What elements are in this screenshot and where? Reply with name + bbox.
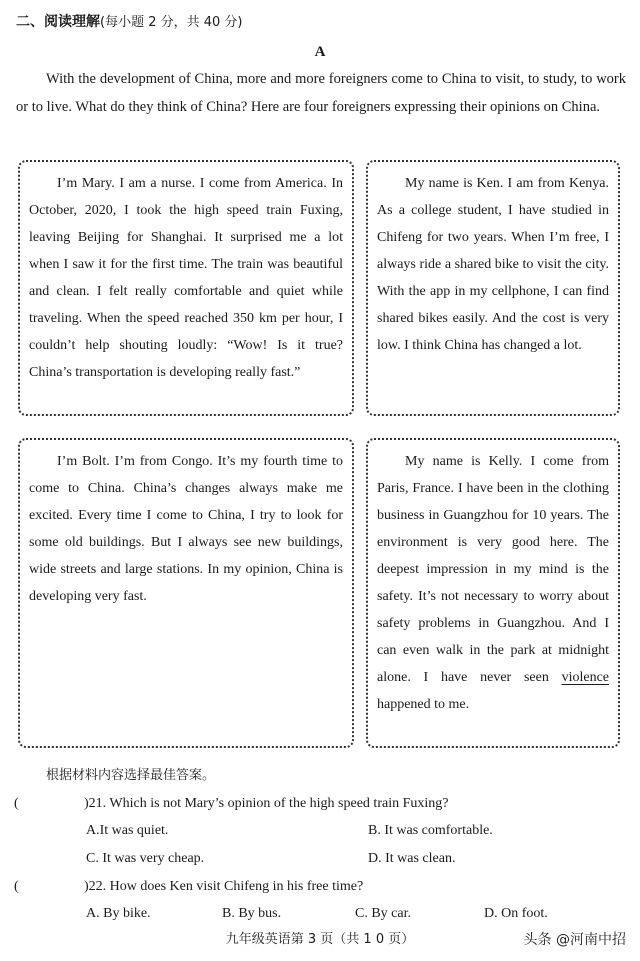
opinion-box-kelly <box>366 438 620 748</box>
question-21-text: )21. Which is not Mary’s opinion of the high speed train Fuxing? <box>84 796 449 811</box>
instruction: 根据材料内容选择最佳答案。 <box>46 768 216 783</box>
opinion-text-mary: I’m Mary. I am a nurse. I come from America. In October, 2020, I took the high speed train Fuxing, leaving Beijing for Shanghai. It surprised me a lot when I saw it for the first time. The train was beautiful and clean. I felt really comfortable and quiet while traveling. When the speed reached 350 km per hour, I couldn’t help shouting loudly: “Wow! Is it true? China’s transportation is developing really fast.” <box>29 176 343 380</box>
watermark: 头条 @河南中招 <box>523 932 626 948</box>
page-footer: 九年级英语第 3 页（共 1 0 页） <box>225 932 415 947</box>
question-21-option-b: B. It was comfortable. <box>368 823 493 838</box>
question-21-option-a: A.It was quiet. <box>86 823 169 838</box>
opinion-text-bolt: I’m Bolt. I’m from Congo. It’s my fourth time to come to China. China’s changes always make me excited. Every time I come to China, I try to look for some old buildings. But I always see new buildings, wide streets and large stations. In my opinion, China is developing very fast. <box>29 454 343 604</box>
question-21-option-c: C. It was very cheap. <box>86 851 205 866</box>
opinion-box-mary <box>18 160 354 416</box>
answer-blank: ( <box>14 796 19 811</box>
opinion-box-bolt <box>18 438 354 748</box>
intro-paragraph: With the development of China, more and more foreigners come to China to visit, to study, to work or to live. What do they think of China? Here are four foreigners expressing their opinions on China. <box>16 71 626 115</box>
question-21-option-d: D. It was clean. <box>368 851 456 866</box>
kelly-text-before: My name is Kelly. I come from Paris, France. I have been in the clothing business in Guangzhou for 10 years. The environment is very good here. The deepest impression in my mind is the safety. It’s not necessary to worry about safety problems in Guangzhou. And I can even walk in the park at midnight alone. I have never seen <box>377 454 609 685</box>
question-22-text: )22. How does Ken visit Chifeng in his free time? <box>84 879 364 894</box>
answer-blank: ( <box>14 879 19 894</box>
question-22-option-a: A. By bike. <box>86 906 151 921</box>
opinion-box-ken <box>366 160 620 416</box>
question-22-option-c: C. By car. <box>355 906 411 921</box>
section-note: (每小题 2 分，共 40 分) <box>100 15 243 30</box>
section-heading: 二、阅读理解 <box>16 14 100 30</box>
question-21-stem <box>14 794 448 814</box>
kelly-text-after: happened to me. <box>377 697 470 712</box>
opinion-text-ken: My name is Ken. I am from Kenya. As a college student, I have studied in Chifeng for two years. When I’m free, I always ride a shared bike to visit the city. With the app in my cellphone, I can find shared bikes easily. And the cost is very low. I think China has changed a lot. <box>377 176 609 353</box>
underlined-word: violence <box>561 670 609 685</box>
question-22-option-b: B. By bus. <box>222 906 282 921</box>
question-22-stem <box>14 877 363 897</box>
opinion-text-kelly <box>377 448 609 718</box>
part-title: A <box>314 44 326 60</box>
question-22-option-d: D. On foot. <box>484 906 548 921</box>
section-header <box>16 12 243 33</box>
